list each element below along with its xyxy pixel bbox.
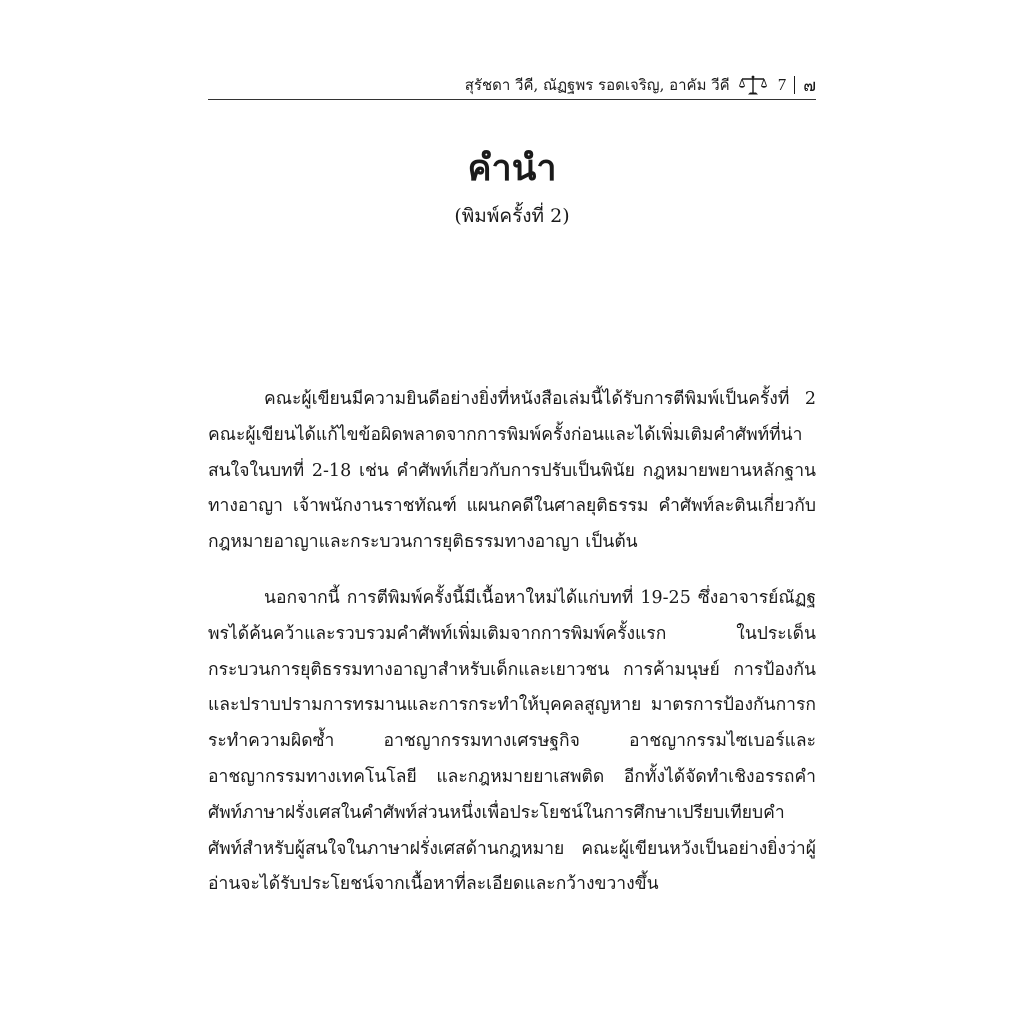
paragraph-1: คณะผู้เขียนมีความยินดีอย่างยิ่งที่หนังสือเล่มนี้ได้รับการตีพิมพ์เป็นครั้งที่ 2 คณะผู้เขียนได้แก้ไขข้อผิดพลาดจากการพิมพ์ครั้งก่อนและได้เพิ่มเติมคำศัพท์ที่น่าสนใจในบทที่ 2-18 เช่น คำศัพท์เกี่ยวกับการปรับเป็นพินัย กฎหมายพยานหลักฐานทางอาญา เจ้าพนักงานราชทัณฑ์ แผนกคดีในศาลยุติธรรม คำศัพท์ละตินเกี่ยวกับกฎหมายอาญาและกระบวนการยุติธรรมทางอาญา เป็นต้น [208, 389, 816, 553]
page-title: คำนำ [467, 147, 557, 189]
running-header [208, 70, 816, 100]
page-number-thai: ๗ [803, 75, 816, 96]
page-subtitle: (พิมพ์ครั้งที่ 2) [454, 205, 570, 227]
header-divider [794, 76, 795, 94]
scales-of-justice-icon [738, 74, 768, 96]
header-authors: สุรัชดา วีคี, ณัฏฐพร รอดเจริญ, อาคัม วีคี [464, 76, 730, 94]
preface-body [208, 382, 816, 903]
paragraph-2: นอกจากนี้ การตีพิมพ์ครั้งนี้มีเนื้อหาใหม่ได้แก่บทที่ 19-25 ซึ่งอาจารย์ณัฏฐพรได้ค้นคว้าและรวบรวมคำศัพท์เพิ่มเติมจากการพิมพ์ครั้งแรก ในประเด็นกระบวนการยุติธรรมทางอาญาสำหรับเด็กและเยาวชน การค้ามนุษย์ การป้องกันและปราบปรามการทรมานและการกระทำให้บุคคลสูญหาย มาตรการป้องกันการกระทำความผิดซ้ำ อาชญากรรมทางเศรษฐกิจ อาชญากรรมไซเบอร์และอาชญากรรมทางเทคโนโลยี และกฎหมายยาเสพติด อีกทั้งได้จัดทำเชิงอรรถคำศัพท์ภาษาฝรั่งเศสในคำศัพท์ส่วนหนึ่งเพื่อประโยชน์ในการศึกษาเปรียบเทียบคำศัพท์สำหรับผู้สนใจในภาษาฝรั่งเศสด้านกฎหมาย คณะผู้เขียนหวังเป็นอย่างยิ่งว่าผู้อ่านจะได้รับประโยชน์จากเนื้อหาที่ละเอียดและกว้างขวางขึ้น [208, 587, 816, 895]
page-number-arabic: 7 [777, 75, 787, 94]
header-rule [208, 99, 816, 100]
